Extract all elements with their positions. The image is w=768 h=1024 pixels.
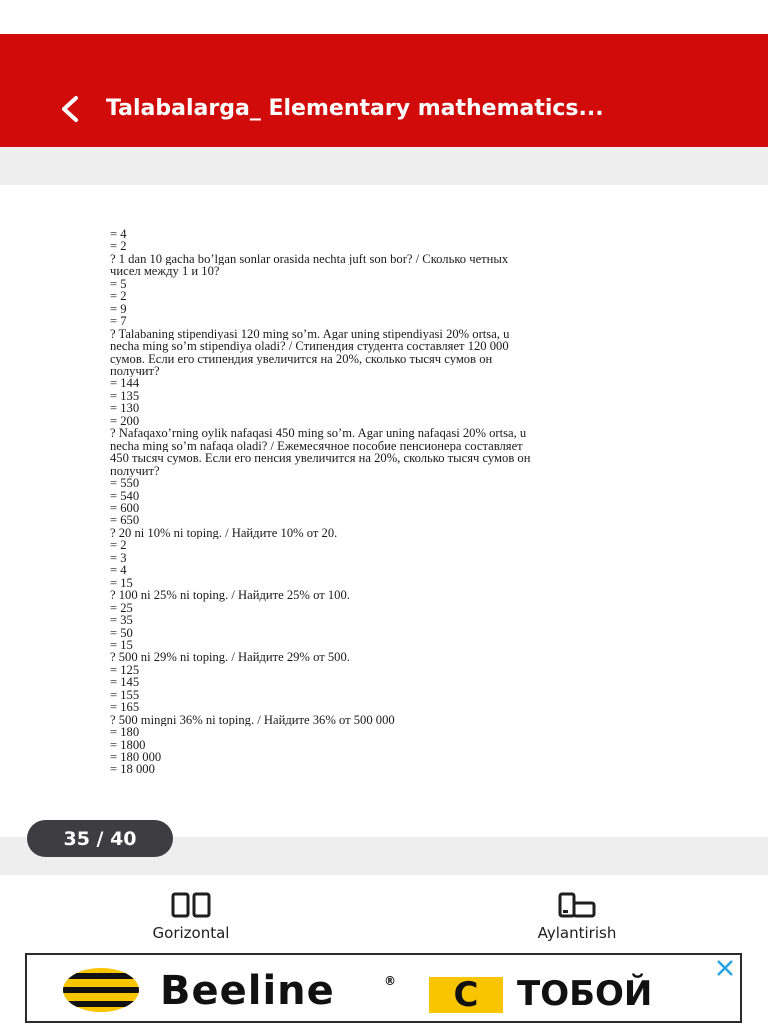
ad-banner[interactable] <box>25 953 742 1023</box>
page-counter-badge: 35 / 40 <box>27 820 173 857</box>
document-line: = 4 <box>110 564 127 577</box>
document-line: = 540 <box>110 489 140 502</box>
bottom-toolbar <box>0 875 768 951</box>
document-line: = 2 <box>110 290 127 303</box>
rotate-button[interactable] <box>500 875 654 951</box>
ad-brand-name: Beeline <box>160 968 335 1014</box>
document-line: = 180 <box>110 726 140 739</box>
document-line: ? Talabaning stipendiyasi 120 ming so’m. Agar uning stipendiyasi 20% ortsa, u <box>110 327 510 341</box>
document-line: = 180 000 <box>110 751 162 764</box>
document-line: = 15 <box>110 576 133 590</box>
document-line: = 144 <box>110 377 140 390</box>
beeline-logo-icon <box>61 967 141 1013</box>
document-line: чисел между 1 и 10? <box>110 265 220 278</box>
document-line: = 3 <box>110 551 127 565</box>
document-line: necha ming so’m nafaqa oladi? / Ежемесячное пособие пенсионера составляет <box>110 439 523 453</box>
rotate-label: Aylantirish <box>537 924 617 942</box>
ad-slogan-text: ТОБОЙ <box>517 974 653 1014</box>
document-line: = 135 <box>110 389 140 403</box>
document-line: получит? <box>110 464 160 478</box>
ad-zone <box>0 951 768 1024</box>
page-text <box>110 228 714 776</box>
document-line: = 165 <box>110 701 140 714</box>
document-line: = 125 <box>110 663 140 677</box>
document-title: Talabalarga_ Elementary mathematics... <box>106 96 604 121</box>
horizontal-mode-button[interactable] <box>118 875 264 951</box>
document-line: necha ming so’m stipendiya oladi? / Стипендия студента составляет 120 000 <box>110 340 509 353</box>
document-line: получит? <box>110 364 160 378</box>
document-line: = 25 <box>110 601 133 615</box>
status-strip <box>0 0 768 34</box>
back-button[interactable] <box>52 91 88 127</box>
app-bar <box>0 34 768 147</box>
document-line: 450 тысяч сумов. Если его пенсия увеличится на 20%, сколько тысяч сумов он <box>110 452 531 465</box>
document-line: = 130 <box>110 402 140 415</box>
document-line: = 200 <box>110 414 140 428</box>
document-line: = 145 <box>110 676 140 689</box>
ad-slogan-highlight: С <box>429 977 503 1013</box>
document-line: = 7 <box>110 315 127 328</box>
document-line: = 155 <box>110 688 140 702</box>
document-line: ? 500 ni 29% ni toping. / Найдите 29% от 500. <box>110 651 350 664</box>
document-line: = 2 <box>110 539 127 552</box>
document-line: = 550 <box>110 477 140 490</box>
document-line: = 5 <box>110 277 127 291</box>
ad-registered-mark: ® <box>384 974 396 988</box>
document-line: сумов. Если его стипендия увеличится на 20%, сколько тысяч сумов он <box>110 352 493 365</box>
document-line: = 9 <box>110 302 127 316</box>
two-pages-icon <box>171 892 211 918</box>
document-line: = 650 <box>110 514 140 527</box>
document-line: = 15 <box>110 638 133 652</box>
document-line: ? 1 dan 10 gacha bo’lgan sonlar orasida nechta juft son bor? / Сколько четных <box>110 252 509 266</box>
document-line: ? 100 ni 25% ni toping. / Найдите 25% от 100. <box>110 589 350 602</box>
document-line: = 35 <box>110 614 133 627</box>
document-line: ? 20 ni 10% ni toping. / Найдите 10% от 20. <box>110 526 338 540</box>
chevron-left-icon <box>58 95 82 123</box>
close-icon[interactable] <box>714 957 736 979</box>
document-line: ? Nafaqaxo’rning oylik nafaqasi 450 ming so’m. Agar uning nafaqasi 20% ortsa, u <box>110 427 527 440</box>
document-line: = 18 000 <box>110 763 155 776</box>
document-page[interactable] <box>0 185 768 837</box>
horizontal-mode-label: Gorizontal <box>152 924 230 942</box>
document-line: ? 500 mingni 36% ni toping. / Найдите 36% от 500 000 <box>110 713 395 727</box>
document-line: = 4 <box>110 228 127 241</box>
rotate-device-icon <box>557 892 597 918</box>
document-line: = 1800 <box>110 738 146 752</box>
document-line: = 2 <box>110 240 127 253</box>
document-line: = 50 <box>110 626 133 639</box>
document-line: = 600 <box>110 501 140 515</box>
